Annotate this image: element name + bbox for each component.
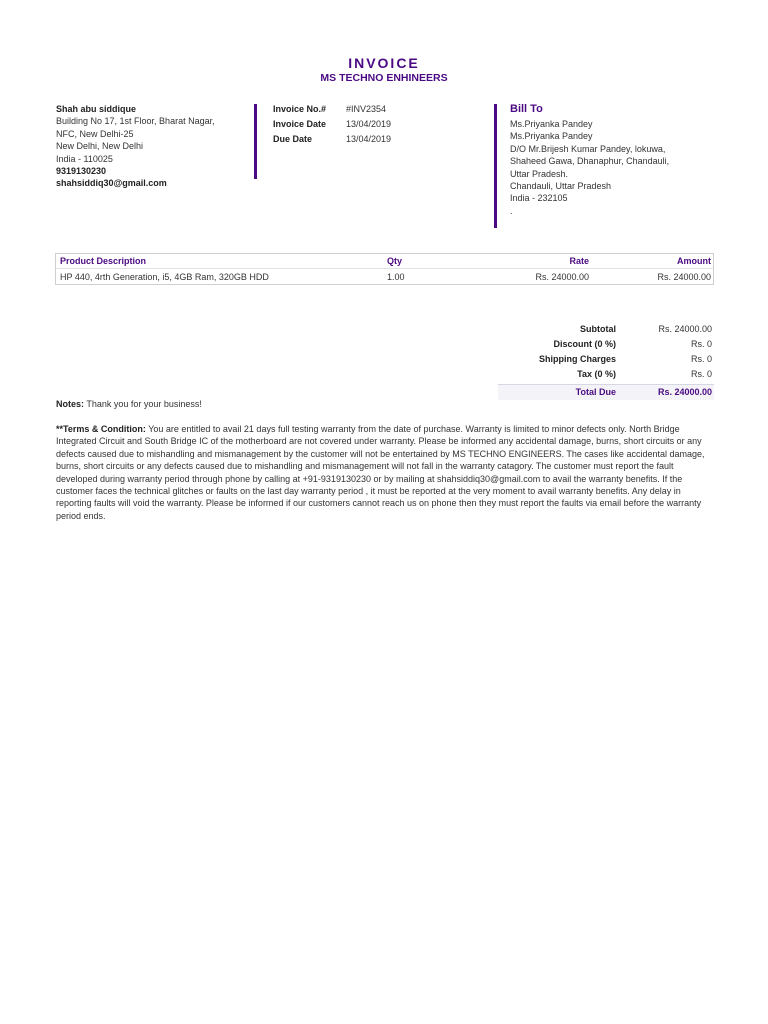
header-rate: Rate — [569, 256, 589, 266]
meta-value: #INV2354 — [346, 104, 387, 114]
bill-to-line: Chandauli, Uttar Pradesh — [510, 181, 612, 192]
bill-to-line: Ms.Priyanka Pandey — [510, 131, 593, 142]
header-qty: Qty — [387, 256, 403, 266]
meta-row-invoice-date — [273, 119, 391, 134]
seller-address-line: New Delhi, New Delhi — [56, 141, 144, 152]
meta-value: 13/04/2019 — [346, 119, 392, 130]
seller-phone: 9319130230 — [56, 166, 107, 177]
terms-text: You are entitled to avail 21 days full testing warranty from the date of purchase. Warranty is limited to minor defects only. North Bridge Integrated Circuit and South Bridge IC of the motherboard are not covered under warranty. Please be informed any accidental damage, burns, short circuits or any defects caused due to mishandling and mismanagement by the customer will not be entertained by MS TECHNO ENGINEERS. The cases like accidental damage, burns, short circuits or any defects caused due to mishandling and mismanagement will not fall in the warranty catagory. The customer must report the fault developed during warranty period through phone by calling at +91-9319130230 or by mailing at shahsiddiq30@gmail.com to avail the warranty benefits. If the customer faces the technical glitches or faults on the last day warranty period , it must be reported at the very moment to avail warranty benefits. Any delay in reporting faults will void the warranty. Please be informed if our customers cannot reach us on phone then they must report the faults via email before the warranty period ends. — [56, 424, 705, 521]
totals-label: Shipping Charges — [538, 353, 616, 364]
items-header-row — [56, 254, 713, 269]
invoice-title: INVOICE — [348, 55, 420, 71]
divider — [254, 104, 257, 179]
seller-address-line: NFC, New Delhi-25 — [56, 128, 134, 139]
totals-label: Subtotal — [580, 323, 616, 334]
totals-label: Tax (0 %) — [577, 369, 616, 380]
seller-name: Shah abu siddique — [56, 104, 137, 114]
meta-label: Due Date — [273, 134, 313, 145]
bill-to-heading: Bill To — [510, 103, 543, 115]
meta-value: 13/04/2019 — [346, 134, 392, 145]
terms-label: **Terms & Condition: — [56, 424, 146, 434]
company-name: MS TECHNO ENHINEERS — [320, 72, 448, 84]
bill-to-line: Shaheed Gawa, Dhanaphur, Chandauli, — [510, 156, 670, 167]
totals-value: Rs. 0 — [690, 353, 712, 364]
header-description: Product Description — [60, 256, 147, 266]
bill-to-line: Uttar Pradesh. — [510, 168, 569, 179]
totals-value: Rs. 24000.00 — [658, 323, 712, 334]
meta-label: Invoice No.# — [273, 104, 327, 114]
divider — [494, 104, 497, 228]
seller-address-line: Building No 17, 1st Floor, Bharat Nagar, — [56, 116, 215, 127]
header-amount: Amount — [677, 256, 711, 266]
items-table — [55, 253, 714, 285]
totals-label: Discount (0 %) — [553, 338, 616, 349]
totals-row-total-due — [498, 384, 714, 400]
seller-block — [56, 103, 246, 190]
totals-row-discount — [498, 336, 714, 351]
notes-label: Notes: — [56, 399, 85, 409]
table-row — [56, 269, 713, 284]
notes — [56, 399, 202, 409]
bill-to-line: D/O Mr.Brijesh Kumar Pandey, lokuwa, — [510, 143, 666, 154]
seller-address-line: India - 110025 — [56, 153, 113, 164]
invoice-meta — [273, 104, 391, 150]
total-due-label: Total Due — [575, 387, 616, 398]
meta-label: Invoice Date — [273, 119, 327, 130]
bill-to-block — [510, 103, 710, 217]
meta-row-invoice-no — [273, 104, 391, 119]
cell-qty: 1.00 — [387, 271, 405, 282]
terms-and-conditions — [56, 423, 712, 522]
totals-row-tax — [498, 367, 714, 382]
meta-row-due-date — [273, 134, 391, 149]
totals-block — [498, 321, 714, 400]
total-due-value: Rs. 24000.00 — [657, 387, 712, 398]
totals-value: Rs. 0 — [690, 338, 712, 349]
bill-to-line: Ms.Priyanka Pandey — [510, 119, 593, 129]
seller-email: shahsiddiq30@gmail.com — [56, 178, 167, 189]
totals-row-shipping — [498, 351, 714, 366]
cell-rate: Rs. 24000.00 — [535, 271, 589, 282]
cell-amount: Rs. 24000.00 — [657, 271, 711, 282]
bill-to-line: . — [510, 205, 513, 216]
notes-text: Thank you for your business! — [86, 399, 202, 409]
totals-row-subtotal — [498, 321, 714, 336]
cell-description: HP 440, 4rth Generation, i5, 4GB Ram, 320GB HDD — [60, 271, 269, 282]
bill-to-line: India - 232105 — [510, 193, 568, 204]
totals-value: Rs. 0 — [690, 369, 712, 380]
